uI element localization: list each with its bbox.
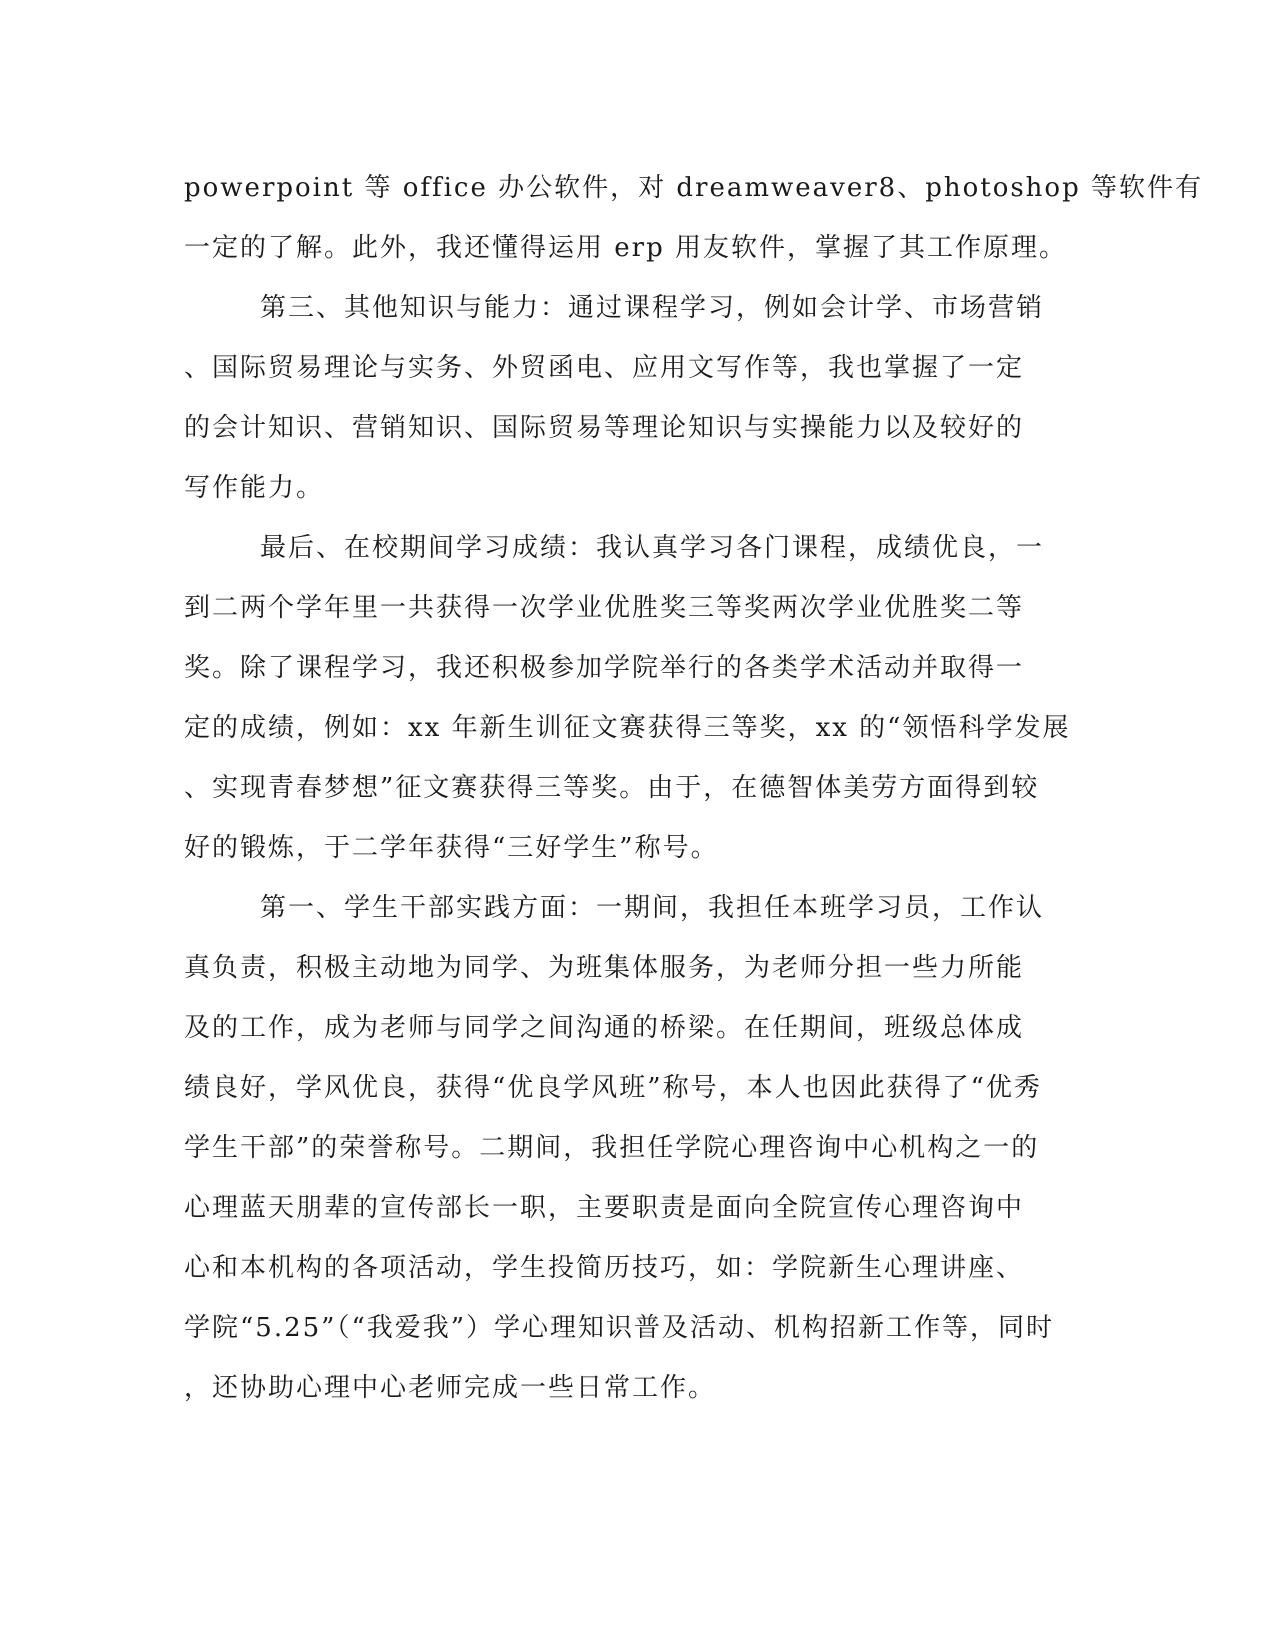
paragraph-4-line-3: 及的工作，成为老师与同学之间沟通的桥梁。在任期间，班级总体成 [184,1013,1025,1043]
paragraph-4-line-4: 绩良好，学风优良，获得“优良学风班”称号，本人也因此获得了“优秀 [184,1073,1042,1103]
paragraph-2-line-3: 的会计知识、营销知识、国际贸易等理论知识与实操能力以及较好的 [184,413,1025,443]
paragraph-4-line-1: 第一、学生干部实践方面：一期间，我担任本班学习员，工作认 [260,893,1045,923]
paragraph-3-line-2: 到二两个学年里一共获得一次学业优胜奖三等奖两次学业优胜奖二等 [184,593,1025,623]
paragraph-2-line-2: 、国际贸易理论与实务、外贸函电、应用文写作等，我也掌握了一定 [184,353,1025,383]
paragraph-4-line-9: ，还协助心理中心老师完成一些日常工作。 [184,1373,717,1403]
paragraph-4-line-2: 真负责，积极主动地为同学、为班集体服务，为老师分担一些力所能 [184,953,1025,983]
paragraph-1-line-1: powerpoint 等 office 办公软件，对 dreamweaver8、photoshop 等软件有 [184,173,1203,203]
paragraph-1-line-2: 一定的了解。此外，我还懂得运用 erp 用友软件，掌握了其工作原理。 [184,233,1067,263]
paragraph-3-line-6: 好的锻炼，于二学年获得“三好学生”称号。 [184,833,719,863]
paragraph-3-line-5: 、实现青春梦想”征文赛获得三等奖。由于，在德智体美劳方面得到较 [184,773,1040,803]
paragraph-4-line-8: 学院“5.25”（“我爱我”）学心理知识普及活动、机构招新工作等，同时 [184,1313,1055,1343]
paragraph-4-line-6: 心理蓝天朋辈的宣传部长一职，主要职责是面向全院宣传心理咨询中 [184,1193,1025,1223]
paragraph-4-line-7: 心和本机构的各项活动，学生投简历技巧，如：学院新生心理讲座、 [184,1253,1025,1283]
paragraph-3-line-4: 定的成绩，例如：xx 年新生训征文赛获得三等奖，xx 的“领悟科学发展 [184,713,1071,743]
document-body [184,158,1203,1418]
paragraph-4-line-5: 学生干部”的荣誉称号。二期间，我担任学院心理咨询中心机构之一的 [184,1133,1040,1163]
paragraph-3-line-3: 奖。除了课程学习，我还积极参加学院举行的各类学术活动并取得一 [184,653,1025,683]
paragraph-2-line-1: 第三、其他知识与能力：通过课程学习，例如会计学、市场营销 [260,293,1045,323]
paragraph-2-line-4: 写作能力。 [184,473,325,503]
paragraph-3-line-1: 最后、在校期间学习成绩：我认真学习各门课程，成绩优良，一 [260,533,1045,563]
